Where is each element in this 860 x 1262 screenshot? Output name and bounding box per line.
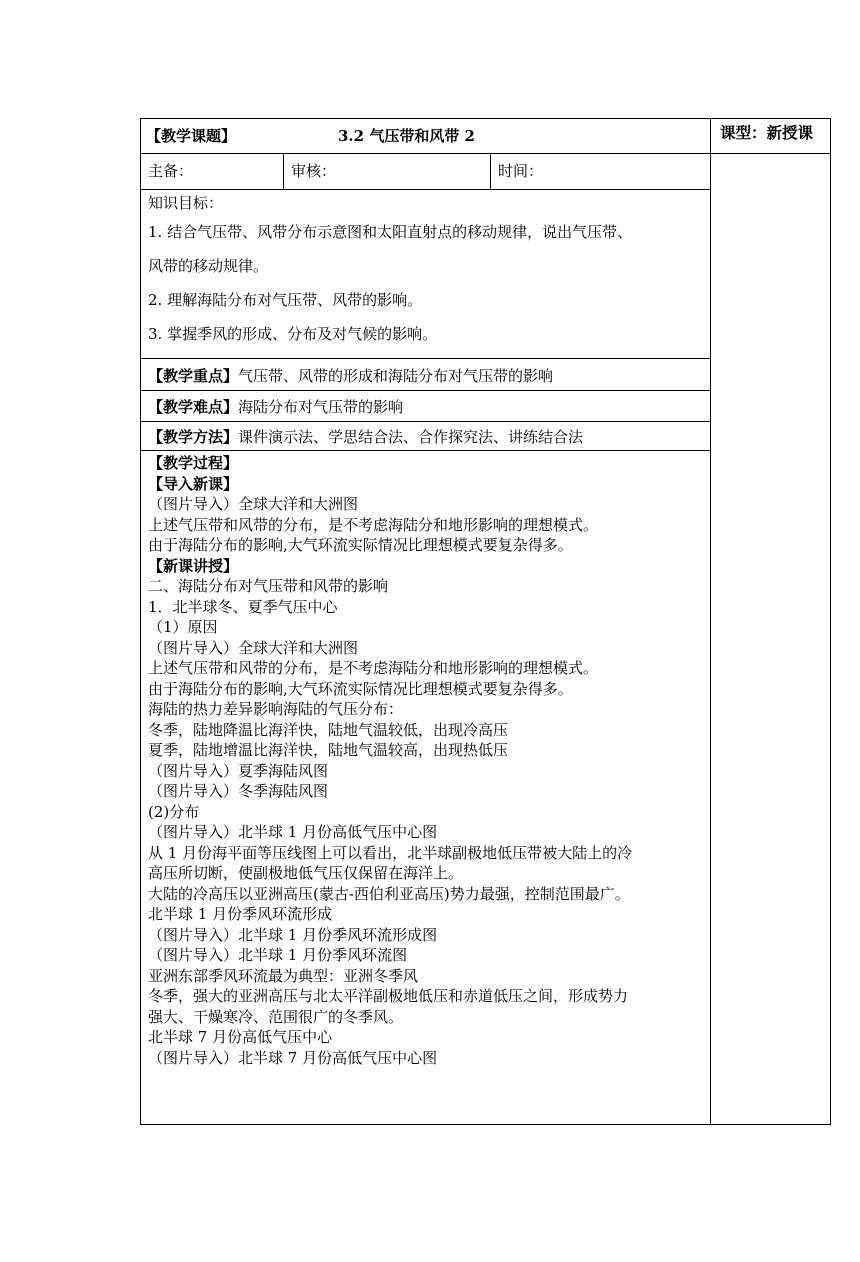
process-line: 北半球 1 月份季风环流形成: [148, 905, 333, 923]
process-line: 【教学过程】: [148, 454, 239, 472]
subject-label: 【教学课题】: [146, 127, 237, 145]
methods-label: 【教学方法】: [148, 428, 239, 446]
process-line: 强大、干燥寒冷、范围很广的冬季风。: [148, 1007, 404, 1026]
reviewer-label: 审核：: [291, 162, 337, 180]
process-line: 冬季，陆地降温比海洋快，陆地气温较低，出现冷高压: [148, 720, 509, 739]
process-line: （图片导入）北半球 1 月份季风环流图: [148, 946, 408, 964]
objective-item: 1. 结合气压带、风带分布示意图和太阳直射点的移动规律，说出气压带、: [148, 223, 633, 241]
process-line: （图片导入）北半球 1 月份高低气压中心图: [148, 823, 438, 841]
row-divider-methods: [140, 450, 711, 451]
row-divider-objectives: [140, 358, 711, 359]
process-line: 大陆的冷高压以亚洲高压(蒙古-西伯利亚高压)势力最强，控制范围最广。: [148, 884, 630, 903]
process-line: 二、海陆分布对气压带和风带的影响: [148, 577, 389, 595]
author-label: 主备：: [148, 162, 194, 180]
key-points-label: 【教学重点】: [148, 367, 239, 385]
process-line: 由于海陆分布的影响,大气环流实际情况比理想模式要复杂得多。: [148, 679, 573, 698]
process-line: 从 1 月份海平面等压线图上可以看出，北半球副极地低压带被大陆上的冷: [148, 843, 633, 862]
process-line: 冬季，强大的亚洲高压与北太平洋副极地低压和赤道低压之间，形成势力: [148, 987, 629, 1005]
difficulties-row: [148, 397, 403, 417]
row-divider-header: [140, 153, 831, 154]
objective-item: 3. 掌握季风的形成、分布及对气候的影响。: [148, 325, 438, 343]
table-border-right: [830, 118, 831, 1125]
table-border-left: [140, 118, 141, 1125]
objectives-heading: 知识目标：: [148, 194, 224, 212]
process-line: 上述气压带和风带的分布，是不考虑海陆分和地形影响的理想模式。: [148, 659, 599, 677]
process-line: （图片导入）北半球 7 月份高低气压中心图: [148, 1048, 438, 1067]
teaching-process: [148, 453, 708, 1068]
process-line: 海陆的热力差异影响海陆的气压分布：: [148, 700, 404, 718]
process-line: （图片导入）全球大洋和大洲图: [148, 638, 359, 657]
meta-divider-2: [490, 153, 491, 189]
process-line: 【导入新课】: [148, 474, 239, 493]
difficulties-text: 海陆分布对气压带的影响: [238, 398, 404, 416]
process-line: 1．北半球冬、夏季气压中心: [148, 597, 338, 616]
lesson-type: 课型：新授课: [720, 123, 814, 142]
process-line: (2)分布: [148, 802, 200, 821]
process-line: 夏季，陆地增温比海洋快，陆地气温较高，出现热低压: [148, 741, 509, 759]
column-divider-main: [710, 118, 711, 1125]
process-line: （1）原因: [148, 618, 218, 636]
table-border-top: [140, 118, 831, 119]
methods-text: 课件演示法、学思结合法、合作探究法、讲练结合法: [238, 428, 584, 446]
process-line: （图片导入）夏季海陆风图: [148, 761, 329, 780]
process-line: 亚洲东部季风环流最为典型：亚洲冬季风: [148, 966, 419, 985]
subject-title: 3.2 气压带和风带 2: [338, 127, 475, 145]
knowledge-objectives: [148, 193, 708, 354]
methods-row: [148, 427, 583, 447]
time-label: 时间：: [498, 162, 544, 180]
process-line: 上述气压带和风带的分布，是不考虑海陆分和地形影响的理想模式。: [148, 515, 599, 534]
difficulties-label: 【教学难点】: [148, 398, 239, 416]
table-border-bottom: [140, 1124, 831, 1125]
key-points-text: 气压带、风带的形成和海陆分布对气压带的影响: [238, 367, 554, 385]
row-divider-difficulties: [140, 421, 711, 422]
process-line: （图片导入）全球大洋和大洲图: [148, 495, 359, 513]
process-line: 【新课讲授】: [148, 556, 239, 575]
process-line: 由于海陆分布的影响,大气环流实际情况比理想模式要复杂得多。: [148, 536, 573, 554]
objective-item: 2. 理解海陆分布对气压带、风带的影响。: [148, 291, 423, 309]
key-points-row: [148, 366, 553, 386]
process-line: （图片导入）冬季海陆风图: [148, 782, 329, 800]
meta-divider-1: [283, 153, 284, 189]
process-line: （图片导入）北半球 1 月份季风环流形成图: [148, 925, 438, 944]
row-divider-meta: [140, 189, 711, 190]
process-line: 高压所切断，使副极地低气压仅保留在海洋上。: [148, 864, 464, 882]
objective-item: 风带的移动规律。: [148, 257, 269, 275]
process-line: 北半球 7 月份高低气压中心: [148, 1028, 333, 1046]
row-divider-keypoints: [140, 390, 711, 391]
